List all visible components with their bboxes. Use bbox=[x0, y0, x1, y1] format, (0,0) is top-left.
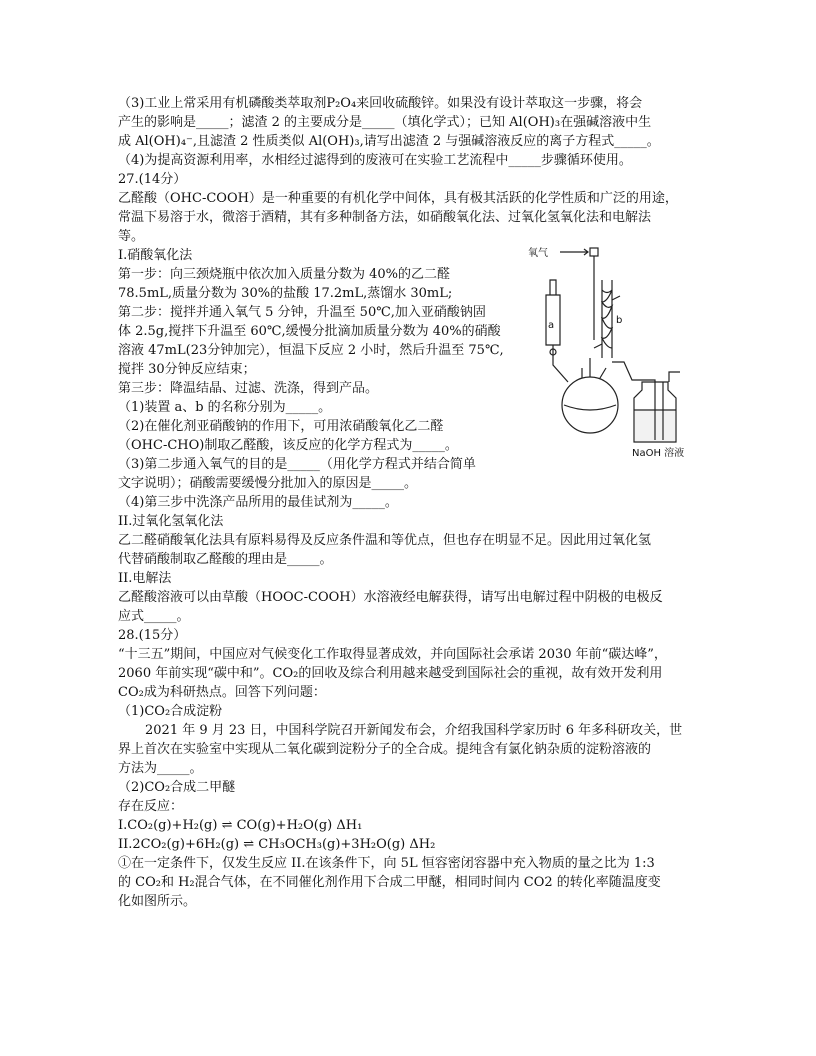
text-line: 应式_____。 bbox=[118, 609, 190, 624]
text-line: （2)CO₂合成二甲醚 bbox=[118, 780, 236, 795]
question-number: 28.(15分） bbox=[118, 628, 187, 643]
text-line: 乙醛酸（OHC-COOH）是一种重要的有机化学中间体，具有极其活跃的化学性质和广泛的用途， bbox=[118, 191, 678, 206]
text-line: （4)为提高资源利用率，水相经过滤得到的废液可在实验工艺流程中_____步骤循环使用。 bbox=[118, 153, 632, 168]
text-line: 常温下易溶于水，微溶于酒精，其有多种制备方法，如硝酸氧化法、过氧化氢氧化法和电解法 bbox=[118, 210, 652, 225]
text-line: 存在反应： bbox=[118, 799, 184, 814]
text-line: （OHC-CHO)制取乙醛酸，该反应的化学方程式为_____。 bbox=[118, 438, 458, 453]
flask-necks bbox=[582, 358, 606, 378]
text-line: （4)第三步中洗涤产品所用的最佳试剂为_____。 bbox=[118, 495, 398, 510]
text-line: 溶液 47mL(23分钟加完），恒温下反应 2 小时，然后升温至 75℃, bbox=[118, 343, 504, 358]
text-line: “十三五”期间，中国应对气候变化工作取得显著成效，并向国际社会承诺 2030 年前“碳达峰”， bbox=[118, 647, 667, 662]
text-line: 第一步：向三颈烧瓶中依次加入质量分数为 40%的乙二醛 bbox=[118, 267, 451, 282]
text-line: 界上首次在实验室中实现从二氧化碳到淀粉分子的全合成。提纯含有氯化钠杂质的淀粉溶液的 bbox=[118, 742, 652, 757]
label-b: b bbox=[616, 315, 623, 326]
text-line: （3)第二步通入氧气的目的是_____（用化学方程式并结合简单 bbox=[118, 457, 476, 472]
apparatus-figure bbox=[520, 240, 710, 459]
text-line: （3)工业上常采用有机磷酸类萃取剂P₂O₄来回收硫酸锌。如果没有设计萃取这一步骤，将会 bbox=[118, 96, 643, 111]
text-line: 方法为_____。 bbox=[118, 761, 203, 776]
text-line: 成 Al(OH)₄⁻,且滤渣 2 性质类似 Al(OH)₃,请写出滤渣 2 与强碱溶液反应的离子方程式_____。 bbox=[118, 134, 660, 149]
text-line: 化如图所示。 bbox=[118, 894, 197, 909]
text-line: ①在一定条件下，仅发生反应 II.在该条件下，向 5L 恒容密闭容器中充入物质的量之比为 1:3 bbox=[118, 856, 655, 871]
apparatus-drawing bbox=[520, 240, 710, 455]
text-line: 乙二醛硝酸氧化法具有原料易得及反应条件温和等优点，但也存在明显不足。因此用过氧化氢 bbox=[118, 533, 652, 548]
text-line: 产生的影响是_____；滤渣 2 的主要成分是_____（填化学式）；已知 Al(OH)₃在强碱溶液中生 bbox=[118, 115, 652, 130]
text-line: 代替硝酸制取乙醛酸的理由是_____。 bbox=[118, 552, 333, 567]
naoh-label: NaOH 溶液 bbox=[632, 448, 685, 459]
text-line: （1)装置 a、b 的名称分别为_____。 bbox=[118, 400, 332, 415]
question-number: 27.(14分） bbox=[118, 172, 187, 187]
flask-liquid-surface bbox=[564, 405, 616, 410]
condenser-coil bbox=[602, 290, 612, 348]
text-line: 搅拌 30分钟反应结束； bbox=[118, 362, 256, 377]
three-neck-flask bbox=[562, 377, 618, 433]
section-heading: I.硝酸氧化法 bbox=[118, 248, 193, 263]
valve-icon bbox=[590, 248, 598, 256]
text-line: 体 2.5g,搅拌下升温至 60℃,缓慢分批滴加质量分数为 40%的硝酸 bbox=[118, 324, 501, 339]
section-heading: II.过氧化氢氧化法 bbox=[118, 514, 224, 529]
text-line: 2021 年 9 月 23 日，中国科学院召开新闻发布会，介绍我国科学家历时 6 年多科研攻关，世 bbox=[145, 723, 683, 738]
text-line: 第二步：搅拌并通入氧气 5 分钟，升温至 50℃,加入亚硝酸钠固 bbox=[118, 305, 486, 320]
oxygen-label: 氧气 bbox=[528, 248, 548, 259]
text-line: 2060 年前实现“碳中和”。CO₂的回收及综合利用越来越受到国际社会的重视，故有效开发利用 bbox=[118, 666, 663, 681]
text-line: （1)CO₂合成淀粉 bbox=[118, 704, 223, 719]
text-line: 文字说明）；硝酸需要缓慢分批加入的原因是_____。 bbox=[118, 476, 418, 491]
equation-line: II.2CO₂(g)+6H₂(g) ⇌ CH₃OCH₃(g)+3H₂O(g) ΔH₂ bbox=[118, 837, 436, 852]
text-line: （2)在催化剂亚硝酸钠的作用下，可用浓硝酸氧化乙二醛 bbox=[118, 419, 444, 434]
text-line: 的 CO₂和 H₂混合气体，在不同催化剂作用下合成二甲醚，相同时间内 CO2 的转化率随温度变 bbox=[118, 875, 661, 890]
naoh-liquid bbox=[635, 411, 675, 441]
label-a: a bbox=[548, 320, 555, 331]
section-heading: II.电解法 bbox=[118, 571, 172, 586]
text-line: 78.5mL,质量分数为 30%的盐酸 17.2mL,蒸馏水 30mL; bbox=[118, 286, 453, 301]
text-line: 乙醛酸溶液可以由草酸（HOOC-COOH）水溶液经电解获得，请写出电解过程中阴极的电极反 bbox=[118, 590, 663, 605]
text-line: 第三步：降温结晶、过滤、洗涤，得到产品。 bbox=[118, 381, 379, 396]
equation-line: I.CO₂(g)+H₂(g) ⇌ CO(g)+H₂O(g) ΔH₁ bbox=[118, 818, 363, 833]
text-line: 等。 bbox=[118, 229, 145, 244]
bottle-vent bbox=[669, 372, 680, 382]
dropping-funnel-a bbox=[546, 280, 560, 345]
text-line: CO₂成为科研热点。回答下列问题： bbox=[118, 685, 326, 700]
